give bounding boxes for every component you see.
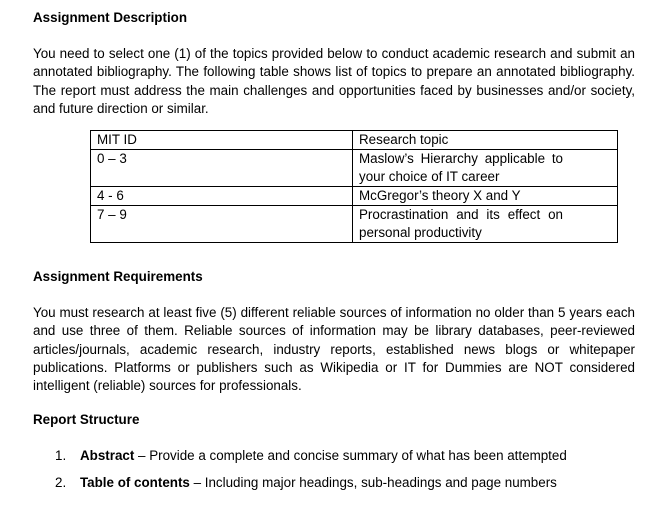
list-item-number: 1.: [55, 448, 67, 463]
table-row: [91, 187, 618, 206]
list-item: [55, 474, 557, 492]
table-header-research-topic: Research topic: [353, 131, 618, 150]
list-item: [55, 447, 567, 465]
table-row: [91, 206, 618, 243]
list-item-description: – Including major headings, sub-headings and page numbers: [189, 475, 557, 490]
table-cell-topic: Maslow’s Hierarchy applicable to your choice of IT career: [353, 150, 618, 187]
table-cell-topic: McGregor’s theory X and Y: [353, 187, 618, 206]
table-header-row: [91, 131, 618, 150]
table-cell-id: 0 – 3: [91, 150, 353, 187]
table-cell-topic: Procrastination and its effect on personal productivity: [353, 206, 618, 243]
assignment-requirements-heading: Assignment Requirements: [33, 269, 203, 284]
assignment-description-heading: Assignment Description: [33, 10, 188, 25]
table-header-mit-id: MIT ID: [91, 131, 353, 150]
list-item-title: Table of contents: [80, 475, 190, 490]
topics-table: [90, 130, 618, 243]
assignment-description-paragraph: You need to select one (1) of the topics provided below to conduct academic research and submit an annotated bibliography. The following table shows list of topics to prepare an annotated bibliography. The report must address the main challenges and opportunities faced by businesses and/or society, and future direction or similar.: [33, 46, 635, 116]
table-cell-id: 7 – 9: [91, 206, 353, 243]
table-cell-id: 4 - 6: [91, 187, 353, 206]
report-structure-heading: Report Structure: [33, 412, 140, 427]
list-item-number: 2.: [55, 475, 67, 490]
list-item-title: Abstract: [80, 448, 135, 463]
assignment-requirements-paragraph: You must research at least five (5) different reliable sources of information no older than 5 years each and use three of them. Reliable sources of information may be library databases, peer-reviewed articles/journals, academic research, industry reports, established news blogs or whitepaper publications. Platforms or publishers such as Wikipedia or IT for Dummies are NOT considered intelligent (reliable) sources for professionals.: [33, 305, 635, 394]
table-row: [91, 150, 618, 187]
list-item-description: – Provide a complete and concise summary of what has been attempted: [134, 448, 567, 463]
